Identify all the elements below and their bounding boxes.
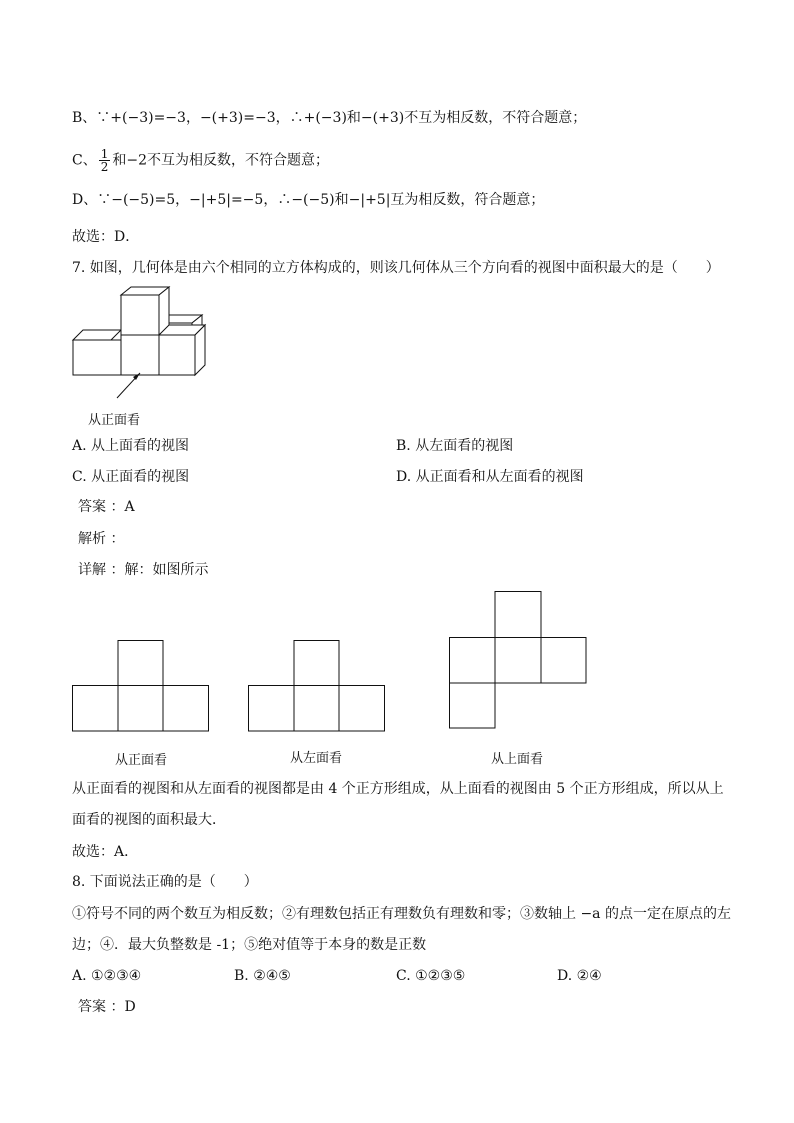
q7-option-d: D. 从正面看和从左面看的视图: [396, 469, 584, 485]
q8-answer: 答案 ：D: [78, 999, 136, 1015]
q8-option-d: D. ②④: [557, 968, 602, 984]
q7-option-b: B. 从左面看的视图: [396, 438, 514, 454]
front-view-caption: 从正面看: [115, 753, 168, 768]
front-left-cube: [73, 340, 121, 375]
q7-explanation-line1: 从正面看的视图和从左面看的视图都是由 4 个正方形组成，从上面看的视图由 5 个正方形组成，所以从上: [72, 781, 724, 797]
choose-d: 故选：D．: [72, 229, 140, 245]
solution-line-d: D、∵−(−5)=5，−|+5|=−5，∴−(−5)和−|+5|互为相反数，符合题意；: [72, 192, 545, 208]
q8-option-c: C. ①②③⑤: [396, 968, 466, 984]
q7-cube-figure: [70, 285, 220, 405]
q8-option-a: A. ①②③④: [72, 968, 142, 984]
q8-stem: 8. 下面说法正确的是（ ）: [72, 874, 258, 890]
solution-line-c: [72, 148, 329, 173]
front-middle-cube: [121, 335, 159, 375]
left-view-caption: 从左面看: [290, 751, 343, 766]
q7-answer: 答案 ：A: [78, 499, 135, 515]
q7-detail: 详解 ：解：如图所示: [78, 562, 209, 578]
q7-explanation-line2: 面看的视图的面积最大．: [72, 812, 226, 828]
q7-analysis: 解析 ：: [78, 531, 125, 547]
q8-body-line1: ①符号不同的两个数互为相反数；②有理数包括正有理数负有理数和零；③数轴上 −a 的点一定在原点的左: [72, 906, 731, 922]
fraction-one-half: $\frac{1}{2}$: [100, 147, 109, 174]
q7-option-c: C. 从正面看的视图: [72, 469, 190, 485]
figure-caption: 从正面看: [88, 413, 141, 428]
q8-option-b: B. ②④⑤: [234, 968, 291, 984]
q7-stem: 7. 如图，几何体是由六个相同的立方体构成的，则该几何体从三个方向看的视图中面积最大的是（ ）: [72, 260, 720, 276]
top-view-caption: 从上面看: [491, 752, 544, 767]
solution-line-b: B、∵+(−3)=−3，−(+3)=−3，∴+(−3)和−(+3)不互为相反数，不符合题意；: [72, 110, 587, 126]
top-cube-front: [121, 295, 159, 335]
q7-option-a: A. 从上面看的视图: [72, 438, 190, 454]
q8-body-line2: 边；④．最大负整数是 -1；⑤绝对值等于本身的数是正数: [72, 937, 427, 953]
q7-choose: 故选：A．: [72, 844, 139, 860]
front-right-cube: [159, 335, 195, 375]
left-cube-top: [73, 330, 121, 340]
option-c-text: 和−2不互为相反数，不符合题意；: [112, 152, 329, 169]
left-view-diagram: [248, 640, 386, 732]
top-view-diagram: [449, 591, 587, 729]
front-view-diagram: [72, 640, 210, 732]
option-c-prefix: C、: [72, 152, 97, 169]
